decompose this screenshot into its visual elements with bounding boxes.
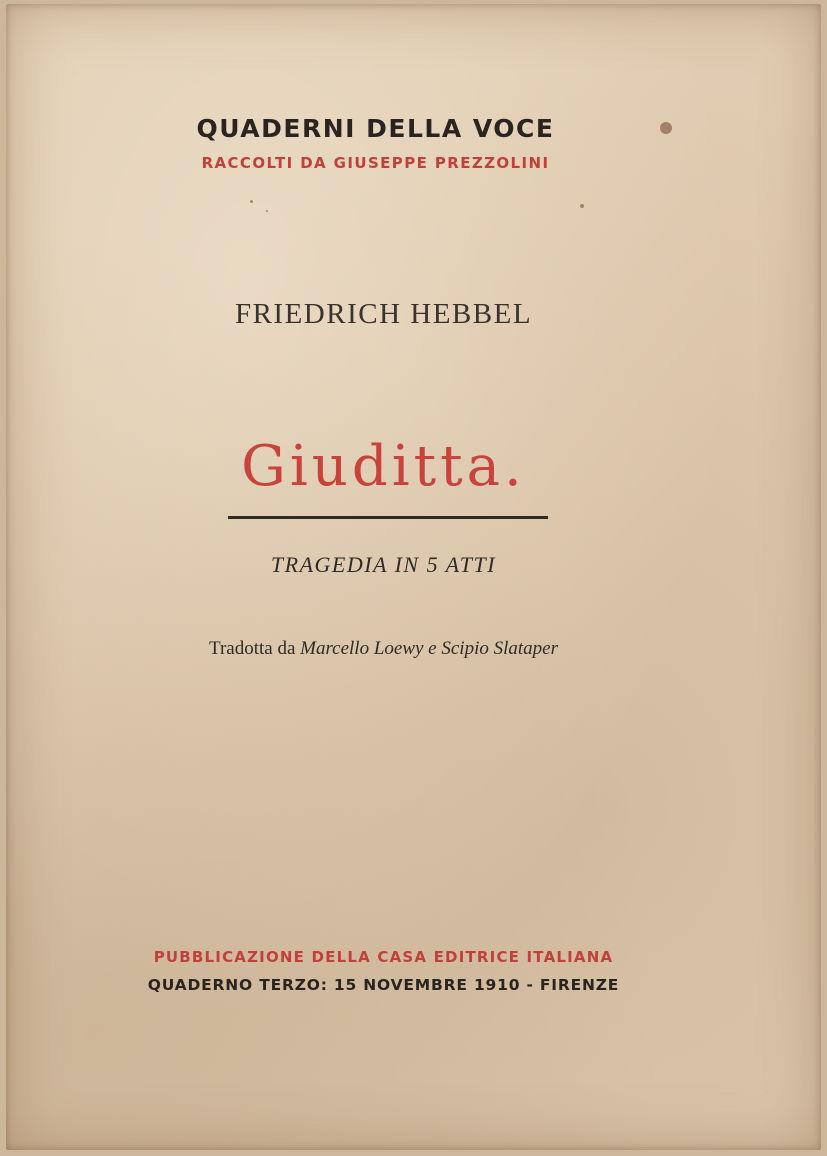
translators-line xyxy=(0,638,791,660)
translators-prefix: Tradotta da xyxy=(209,638,296,659)
publisher-line: PUBBLICAZIONE DELLA CASA EDITRICE ITALIANA xyxy=(153,948,614,966)
book-title: Giuditta. xyxy=(241,434,526,499)
author-name: FRIEDRICH HEBBEL xyxy=(234,298,533,330)
series-title: QUADERNI DELLA VOCE xyxy=(196,114,555,143)
paper-stain-spot xyxy=(266,210,268,212)
paper-stain-spot xyxy=(580,204,584,208)
book-subtitle: TRAGEDIA IN 5 ATTI xyxy=(270,552,497,577)
translator-second: Scipio Slataper xyxy=(441,638,558,659)
paper-stain-spot xyxy=(250,200,253,203)
paper-stain-spot xyxy=(660,122,672,134)
book-cover xyxy=(6,4,821,1150)
translators-conjunction: e xyxy=(428,638,437,659)
series-editor: RACCOLTI DA GIUSEPPE PREZZOLINI xyxy=(201,154,550,172)
translator-first: Marcello Loewy xyxy=(300,638,424,659)
title-underline xyxy=(228,516,548,519)
issue-line: QUADERNO TERZO: 15 NOVEMBRE 1910 - FIRENZE xyxy=(147,976,620,994)
